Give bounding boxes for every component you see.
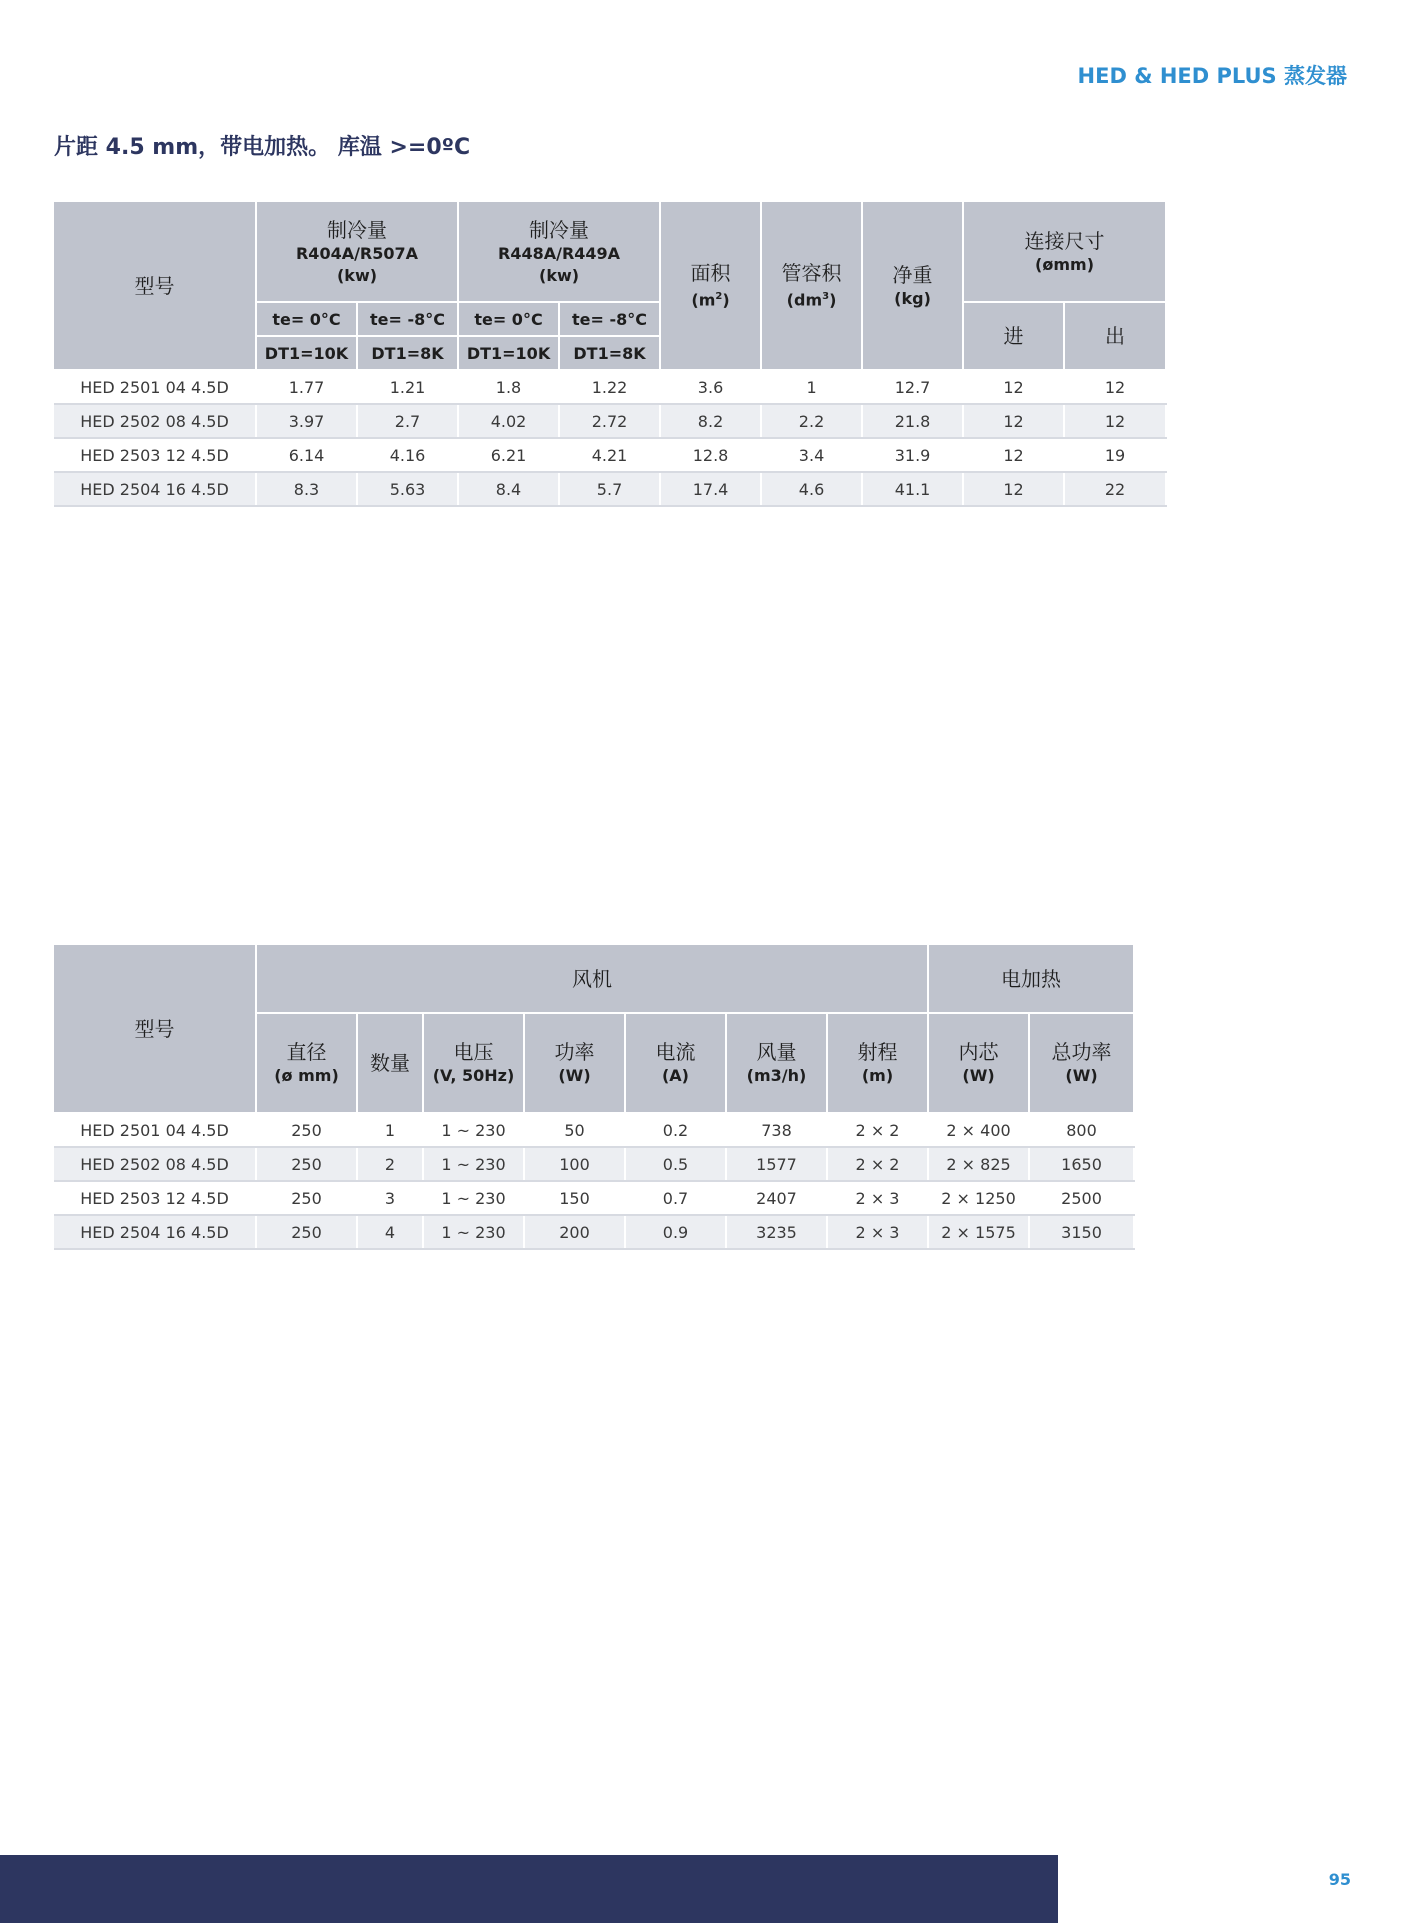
header-capacity-r404a: 制冷量 R404A/R507A (kw) bbox=[256, 202, 458, 302]
footer-bar bbox=[0, 1855, 1058, 1923]
cell: HED 2502 08 4.5D bbox=[54, 1147, 256, 1181]
cell: HED 2502 08 4.5D bbox=[54, 404, 256, 438]
cell: 1.22 bbox=[559, 370, 660, 404]
cell: 1650 bbox=[1029, 1147, 1134, 1181]
cell: 800 bbox=[1029, 1113, 1134, 1147]
cell: 2407 bbox=[726, 1181, 827, 1215]
cell: 1.8 bbox=[458, 370, 559, 404]
header-fan: 风机 bbox=[256, 945, 928, 1013]
header-core: 内芯 (W) bbox=[928, 1013, 1029, 1113]
cell: 3.97 bbox=[256, 404, 357, 438]
cell: 19 bbox=[1064, 438, 1166, 472]
cell: 6.21 bbox=[458, 438, 559, 472]
cell: 3235 bbox=[726, 1215, 827, 1249]
cell: 2 × 825 bbox=[928, 1147, 1029, 1181]
cell: 4.02 bbox=[458, 404, 559, 438]
cell: 5.7 bbox=[559, 472, 660, 506]
cell: 1.21 bbox=[357, 370, 458, 404]
cell: 250 bbox=[256, 1215, 357, 1249]
header-throw: 射程 (m) bbox=[827, 1013, 928, 1113]
table-row bbox=[54, 1147, 1134, 1181]
cell: 12 bbox=[963, 472, 1064, 506]
cell: 1 ~ 230 bbox=[423, 1113, 524, 1147]
page-number: 95 bbox=[1328, 1870, 1351, 1889]
header-te-4: te= -8°C bbox=[559, 302, 660, 336]
cell: 12 bbox=[963, 370, 1064, 404]
header-area: 面积 $(m^2)$ bbox=[660, 202, 761, 370]
table-row bbox=[54, 438, 1166, 472]
cell: 738 bbox=[726, 1113, 827, 1147]
cell: 2 × 2 bbox=[827, 1147, 928, 1181]
cell: 12 bbox=[1064, 404, 1166, 438]
header-dt-1: DT1=10K bbox=[256, 336, 357, 370]
cell: 4 bbox=[357, 1215, 423, 1249]
header-inlet: 进 bbox=[963, 302, 1064, 370]
header-te-1: te= 0°C bbox=[256, 302, 357, 336]
cell: 1 ~ 230 bbox=[423, 1181, 524, 1215]
header-total-power: 总功率 (W) bbox=[1029, 1013, 1134, 1113]
cell: 4.21 bbox=[559, 438, 660, 472]
header-tube-volume: 管容积 $(dm^3)$ bbox=[761, 202, 862, 370]
cell: 0.5 bbox=[625, 1147, 726, 1181]
header-model: 型号 bbox=[54, 945, 256, 1113]
header-capacity-r448a: 制冷量 R448A/R449A (kw) bbox=[458, 202, 660, 302]
header-dt-4: DT1=8K bbox=[559, 336, 660, 370]
cell: 12 bbox=[963, 404, 1064, 438]
capacity-table bbox=[54, 202, 1167, 507]
header-outlet: 出 bbox=[1064, 302, 1166, 370]
table-row bbox=[54, 370, 1166, 404]
cell: 2.7 bbox=[357, 404, 458, 438]
cell: 2.72 bbox=[559, 404, 660, 438]
cell: 4.16 bbox=[357, 438, 458, 472]
cell: HED 2503 12 4.5D bbox=[54, 438, 256, 472]
cell: 0.2 bbox=[625, 1113, 726, 1147]
cell: 41.1 bbox=[862, 472, 963, 506]
cell: 1 ~ 230 bbox=[423, 1147, 524, 1181]
table-row bbox=[54, 404, 1166, 438]
cell: 1 bbox=[761, 370, 862, 404]
cell: 12 bbox=[963, 438, 1064, 472]
cell: HED 2501 04 4.5D bbox=[54, 1113, 256, 1147]
cell: 4.6 bbox=[761, 472, 862, 506]
cell: 8.4 bbox=[458, 472, 559, 506]
cell: 250 bbox=[256, 1181, 357, 1215]
header-te-3: te= 0°C bbox=[458, 302, 559, 336]
cell: 150 bbox=[524, 1181, 625, 1215]
cell: 2 × 1250 bbox=[928, 1181, 1029, 1215]
header-diameter: 直径 (ø mm) bbox=[256, 1013, 357, 1113]
header-current: 电流 (A) bbox=[625, 1013, 726, 1113]
fan-heater-table bbox=[54, 945, 1135, 1250]
cell: 50 bbox=[524, 1113, 625, 1147]
cell: 21.8 bbox=[862, 404, 963, 438]
cell: 2 × 2 bbox=[827, 1113, 928, 1147]
cell: 1 ~ 230 bbox=[423, 1215, 524, 1249]
section-subtitle: 片距 4.5 mm，带电加热。 库温 >=0ºC bbox=[54, 135, 471, 160]
cell: 31.9 bbox=[862, 438, 963, 472]
cell: 2 × 400 bbox=[928, 1113, 1029, 1147]
cell: 2 × 3 bbox=[827, 1181, 928, 1215]
cell: 6.14 bbox=[256, 438, 357, 472]
cell: 2 bbox=[357, 1147, 423, 1181]
header-power: 功率 (W) bbox=[524, 1013, 625, 1113]
header-dt-3: DT1=10K bbox=[458, 336, 559, 370]
cell: 12.7 bbox=[862, 370, 963, 404]
cell: 0.9 bbox=[625, 1215, 726, 1249]
cell: 1.77 bbox=[256, 370, 357, 404]
cell: 2500 bbox=[1029, 1181, 1134, 1215]
header-voltage: 电压 (V, 50Hz) bbox=[423, 1013, 524, 1113]
header-quantity: 数量 bbox=[357, 1013, 423, 1113]
cell: HED 2504 16 4.5D bbox=[54, 472, 256, 506]
cell: 22 bbox=[1064, 472, 1166, 506]
header-model: 型号 bbox=[54, 202, 256, 370]
cell: 250 bbox=[256, 1147, 357, 1181]
cell: 250 bbox=[256, 1113, 357, 1147]
cell: 12.8 bbox=[660, 438, 761, 472]
header-te-2: te= -8°C bbox=[357, 302, 458, 336]
brand-title: HED & HED PLUS 蒸发器 bbox=[1077, 64, 1347, 88]
cell: 3.4 bbox=[761, 438, 862, 472]
table-row bbox=[54, 1181, 1134, 1215]
cell: 3 bbox=[357, 1181, 423, 1215]
cell: 1 bbox=[357, 1113, 423, 1147]
table-row bbox=[54, 472, 1166, 506]
cell: 0.7 bbox=[625, 1181, 726, 1215]
cell: 5.63 bbox=[357, 472, 458, 506]
cell: HED 2503 12 4.5D bbox=[54, 1181, 256, 1215]
cell: 8.3 bbox=[256, 472, 357, 506]
cell: 12 bbox=[1064, 370, 1166, 404]
cell: 17.4 bbox=[660, 472, 761, 506]
header-net-weight: 净重 (kg) bbox=[862, 202, 963, 370]
cell: HED 2501 04 4.5D bbox=[54, 370, 256, 404]
cell: 3.6 bbox=[660, 370, 761, 404]
cell: 200 bbox=[524, 1215, 625, 1249]
cell: 2 × 1575 bbox=[928, 1215, 1029, 1249]
header-heater: 电加热 bbox=[928, 945, 1134, 1013]
header-dt-2: DT1=8K bbox=[357, 336, 458, 370]
cell: 2.2 bbox=[761, 404, 862, 438]
header-airflow: 风量 (m3/h) bbox=[726, 1013, 827, 1113]
cell: 2 × 3 bbox=[827, 1215, 928, 1249]
cell: 1577 bbox=[726, 1147, 827, 1181]
cell: 3150 bbox=[1029, 1215, 1134, 1249]
table-row bbox=[54, 1113, 1134, 1147]
table-row bbox=[54, 1215, 1134, 1249]
header-connection: 连接尺寸 (ømm) bbox=[963, 202, 1166, 302]
cell: HED 2504 16 4.5D bbox=[54, 1215, 256, 1249]
cell: 100 bbox=[524, 1147, 625, 1181]
cell: 8.2 bbox=[660, 404, 761, 438]
